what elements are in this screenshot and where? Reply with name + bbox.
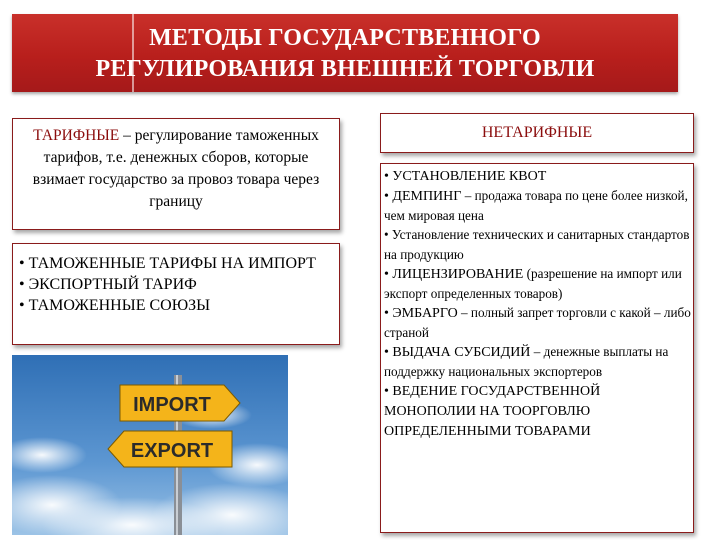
list-item: • УСТАНОВЛЕНИЕ КВОТ bbox=[384, 169, 547, 184]
list-item: • ТАМОЖЕННЫЕ ТАРИФЫ НА ИМПОРТ bbox=[19, 255, 316, 272]
tariff-definition: – регулирование таможенных тарифов, т.е. денежных сборов, которые взимает государство за провоз товара через границу bbox=[32, 127, 320, 210]
import-export-sign-image bbox=[12, 355, 288, 535]
list-item: • ВЫДАЧА СУБСИДИЙ – денежные выплаты на поддержку национальных экспортеров bbox=[384, 344, 669, 379]
list-item: • ДЕМПИНГ – продажа товара по цене более низкой, чем мировая цена bbox=[384, 188, 688, 223]
title-line-1: МЕТОДЫ ГОСУДАРСТВЕННОГО bbox=[149, 25, 541, 51]
list-item: • Установление технических и санитарных стандартов на продукцию bbox=[384, 227, 690, 262]
tariff-methods-list bbox=[13, 244, 339, 316]
sign-illustration bbox=[12, 355, 288, 535]
tariff-term: ТАРИФНЫЕ bbox=[33, 127, 120, 144]
export-sign-label: EXPORT bbox=[130, 440, 214, 462]
nontariff-methods-list bbox=[381, 164, 693, 441]
list-item: • ЛИЦЕНЗИРОВАНИЕ (разрешение на импорт или экспорт определенных товаров) bbox=[384, 266, 682, 301]
nontariff-methods-box bbox=[380, 163, 694, 533]
list-item: • ТАМОЖЕННЫЕ СОЮЗЫ bbox=[19, 297, 211, 314]
tariff-definition-box bbox=[12, 118, 340, 230]
title-banner bbox=[12, 14, 678, 92]
list-item: • ВЕДЕНИЕ ГОСУДАРСТВЕННОЙ МОНОПОЛИИ НА ТООРГОВЛЮ ОПРЕДЕЛЕННЫМИ ТОВАРАМИ bbox=[384, 384, 601, 439]
tariff-methods-box bbox=[12, 243, 340, 345]
import-sign-label: IMPORT bbox=[133, 394, 211, 416]
title-line-2: РЕГУЛИРОВАНИЯ ВНЕШНЕЙ ТОРГОВЛИ bbox=[95, 56, 595, 82]
nontariff-heading: НЕТАРИФНЫЕ bbox=[481, 124, 593, 141]
nontariff-heading-box bbox=[380, 113, 694, 153]
list-item: • ЭМБАРГО – полный запрет торговли с какой – либо страной bbox=[384, 305, 691, 340]
list-item: • ЭКСПОРТНЫЙ ТАРИФ bbox=[19, 276, 197, 293]
slide-title bbox=[12, 23, 678, 85]
